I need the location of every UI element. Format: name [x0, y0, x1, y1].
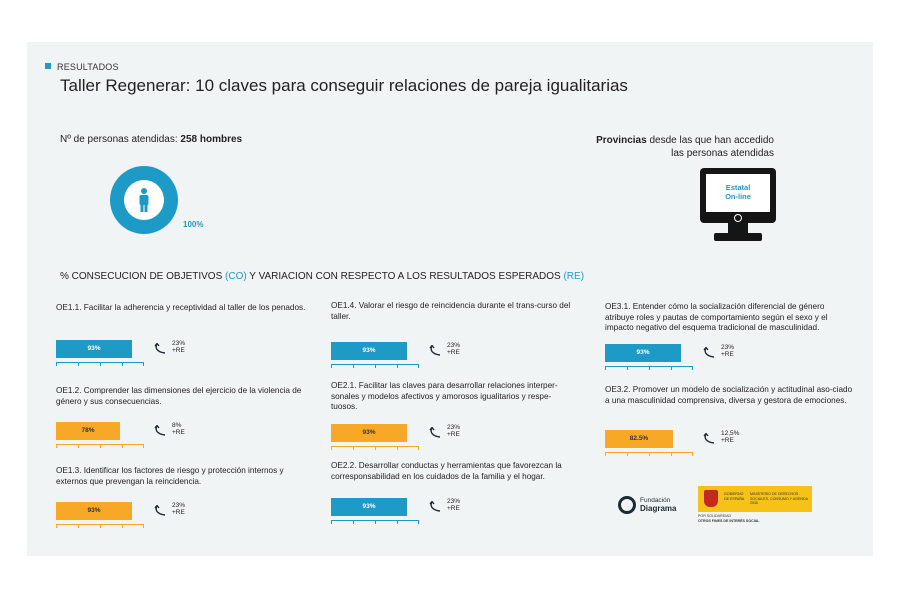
- axis-tick: [627, 366, 628, 370]
- axis-tick: [143, 362, 144, 366]
- axis-tick: [671, 452, 672, 456]
- objective-block: [331, 461, 571, 482]
- objective-bar-row: [56, 502, 216, 532]
- co-bar: 78%: [56, 422, 120, 440]
- bar-axis: [56, 362, 144, 363]
- provinces-line-2: las personas atendidas: [671, 148, 774, 159]
- bar-axis: [56, 444, 144, 445]
- fundacion-diagrama-text: [640, 497, 676, 514]
- axis-tick: [100, 362, 101, 366]
- objective-text: OE1.2. Comprender las dimensiones del ejercicio de la violencia de género y sus consecuencias.: [56, 386, 302, 406]
- screen-line-2: On-line: [725, 192, 751, 201]
- axis-tick: [418, 446, 419, 450]
- section-tag: [45, 62, 119, 72]
- bar-axis: [331, 520, 419, 521]
- objective-block: [56, 303, 306, 314]
- axis-tick: [627, 452, 628, 456]
- tag-square-icon: [45, 63, 51, 69]
- co-bar: 93%: [56, 340, 132, 358]
- axis-tick: [397, 364, 398, 368]
- objective-block: [331, 301, 571, 322]
- axis-tick: [605, 366, 606, 370]
- fundacion-diagrama-logo: [618, 495, 680, 517]
- objective-bar-row: [56, 340, 216, 370]
- axis-tick: [143, 444, 144, 448]
- re-label: +RE: [172, 347, 185, 354]
- re-value: 23%: [447, 342, 461, 349]
- objective-block: [605, 385, 855, 406]
- objective-text: OE1.3. Identificar los factores de riesgo y protección internos y externos que prevengan la reincidencia.: [56, 466, 284, 486]
- axis-tick: [649, 452, 650, 456]
- re-variation: [447, 342, 460, 356]
- diagrama-mark-icon: [618, 496, 636, 514]
- trend-arrow-icon: [429, 500, 443, 512]
- axis-tick: [100, 524, 101, 528]
- trend-arrow-icon: [703, 432, 717, 444]
- solidarity-line-2: OTROS FINES DE INTERÉS SOCIAL: [698, 518, 760, 523]
- monitor-power-icon: [734, 214, 742, 222]
- objective-bar-row: [605, 344, 765, 374]
- axis-tick: [100, 444, 101, 448]
- trend-arrow-icon: [154, 342, 168, 354]
- bar-axis: [331, 364, 419, 365]
- re-value: 23%: [447, 498, 461, 505]
- objective-text: OE1.4. Valorar el riesgo de reincidencia durante el trans-curso del taller.: [331, 301, 571, 321]
- axis-tick: [671, 366, 672, 370]
- re-value: 23%: [172, 502, 186, 509]
- objective-text: OE2.2. Desarrollar conductas y herramientas que favorezcan la corresponsabilidad en los cuidados de la familia y el hogar.: [331, 461, 562, 481]
- attended-ring-chart: [110, 166, 178, 234]
- axis-tick: [418, 364, 419, 368]
- objective-block: [56, 386, 306, 407]
- axis-tick: [331, 364, 332, 368]
- axis-tick: [353, 446, 354, 450]
- co-bar: 93%: [605, 344, 681, 362]
- government-banner: [698, 486, 812, 512]
- heading-middle: Y VARIACION CON RESPECTO A LOS RESULTADOS ESPERADOS: [246, 271, 564, 282]
- axis-tick: [143, 524, 144, 528]
- ministry-name: MINISTERIO DE DERECHOS SOCIALES, CONSUMO Y AGENDA 2030: [750, 492, 808, 505]
- axis-tick: [353, 520, 354, 524]
- solidarity-caption: [698, 514, 760, 523]
- axis-tick: [331, 446, 332, 450]
- axis-tick: [56, 444, 57, 448]
- re-variation: [172, 502, 185, 516]
- axis-tick: [418, 520, 419, 524]
- axis-tick: [78, 524, 79, 528]
- objective-text: OE3.2. Promover un modelo de socialización y actitudinal aso-ciado a una masculinidad comprensiva, diversa y gestora de emociones.: [605, 385, 853, 405]
- re-variation: [721, 430, 739, 444]
- trend-arrow-icon: [154, 424, 168, 436]
- monitor-neck: [728, 223, 748, 233]
- re-label: +RE: [172, 509, 185, 516]
- objective-bar-row: [56, 422, 216, 452]
- axis-tick: [397, 446, 398, 450]
- objectives-heading: [60, 271, 584, 282]
- diagrama-label: Diagrama: [640, 504, 677, 513]
- axis-tick: [122, 362, 123, 366]
- attended-value: 258 hombres: [180, 134, 243, 145]
- provinces-line1-rest: desde las que han accedido: [646, 135, 774, 146]
- axis-tick: [122, 524, 123, 528]
- bar-axis: [331, 446, 419, 447]
- axis-tick: [78, 362, 79, 366]
- re-value: 12,5%: [721, 430, 740, 437]
- co-bar: 82.5%: [605, 430, 673, 448]
- heading-re: (RE): [563, 271, 585, 282]
- ring-hole: [124, 180, 164, 220]
- re-variation: [172, 422, 185, 436]
- re-label: +RE: [721, 351, 734, 358]
- government-logo: [698, 486, 812, 524]
- bar-axis: [605, 452, 693, 453]
- re-label: +RE: [447, 431, 460, 438]
- heading-co: (CO): [225, 271, 247, 282]
- monitor-icon: [700, 168, 776, 223]
- axis-tick: [375, 364, 376, 368]
- axis-tick: [122, 444, 123, 448]
- attended-percent: 100%: [183, 220, 204, 229]
- re-label: +RE: [447, 505, 460, 512]
- axis-tick: [692, 452, 693, 456]
- axis-tick: [78, 444, 79, 448]
- axis-tick: [692, 366, 693, 370]
- objective-bar-row: [331, 424, 491, 454]
- trend-arrow-icon: [429, 426, 443, 438]
- provinces-caption: [514, 134, 774, 160]
- re-label: +RE: [447, 349, 460, 356]
- axis-tick: [375, 520, 376, 524]
- co-bar: 93%: [56, 502, 132, 520]
- axis-tick: [56, 362, 57, 366]
- objective-text: OE1.1. Facilitar la adherencia y receptividad al taller de los penados.: [56, 303, 306, 312]
- objective-bar-row: [605, 430, 765, 460]
- person-icon: [124, 180, 164, 220]
- objective-text: OE3.1. Entender cómo la socialización diferencial de género atribuye roles y pautas de comportamiento según el sexo y el impacto negativo del esquema tradicional de masculinidad.: [605, 302, 828, 332]
- trend-arrow-icon: [154, 504, 168, 516]
- solidarity-line-1: POR SOLIDARIDAD: [698, 514, 732, 518]
- section-tag-label: RESULTADOS: [57, 62, 119, 72]
- axis-tick: [375, 446, 376, 450]
- objective-bar-row: [331, 342, 491, 372]
- monitor-base: [714, 233, 762, 241]
- attended-count: [60, 134, 242, 145]
- re-variation: [172, 340, 185, 354]
- axis-tick: [56, 524, 57, 528]
- page-title: Taller Regenerar: 10 claves para conseguir relaciones de pareja igualitarias: [60, 76, 628, 95]
- bar-axis: [56, 524, 144, 525]
- axis-tick: [649, 366, 650, 370]
- re-label: +RE: [172, 429, 185, 436]
- screen-line-1: Estatal: [725, 183, 751, 192]
- objective-block: [605, 302, 855, 334]
- axis-tick: [397, 520, 398, 524]
- bar-axis: [605, 366, 693, 367]
- re-variation: [721, 344, 734, 358]
- fundacion-label: Fundación: [640, 497, 671, 504]
- re-label: +RE: [721, 437, 734, 444]
- axis-tick: [353, 364, 354, 368]
- trend-arrow-icon: [703, 346, 717, 358]
- re-variation: [447, 424, 460, 438]
- re-variation: [447, 498, 460, 512]
- coat-of-arms-icon: [704, 490, 718, 507]
- axis-tick: [331, 520, 332, 524]
- objective-bar-row: [331, 498, 491, 528]
- heading-prefix: % CONSECUCION DE OBJETIVOS: [60, 271, 226, 282]
- co-bar: 93%: [331, 498, 407, 516]
- co-bar: 93%: [331, 424, 407, 442]
- objective-block: [56, 466, 306, 487]
- axis-tick: [605, 452, 606, 456]
- attended-label: Nº de personas atendidas:: [60, 134, 181, 145]
- re-value: 23%: [447, 424, 461, 431]
- re-value: 23%: [721, 344, 735, 351]
- gov-name: GOBIERNO DE ESPAÑA: [724, 492, 745, 501]
- objective-text: OE2.1. Facilitar las claves para desarrollar relaciones interper-sonales y modelos afectivos y amorosos igualitarios y respe-tuosos.: [331, 381, 558, 411]
- objective-block: [331, 381, 571, 413]
- trend-arrow-icon: [429, 344, 443, 356]
- provinces-line-1: [514, 134, 774, 147]
- provinces-bold: Provincias: [596, 135, 647, 146]
- re-value: 23%: [172, 340, 186, 347]
- monitor-screen: [706, 174, 770, 212]
- co-bar: 93%: [331, 342, 407, 360]
- re-value: 8%: [172, 422, 182, 429]
